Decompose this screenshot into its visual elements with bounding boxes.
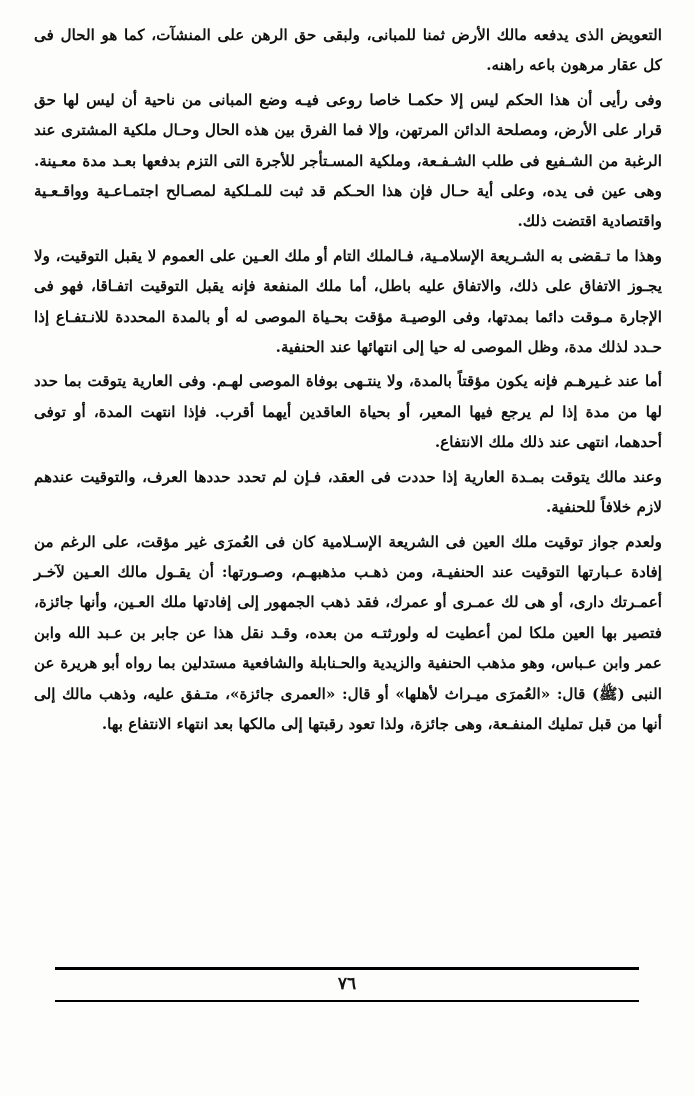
- paragraph-4: أما عند غـيرهـم فإنه يكون مؤقتاً بالمدة، ولا ينتـهى بوفاة الموصى لهـم. وفى العارية يتوقت بما حدد لها من مدة إذا لم يرجع فيها المعير، أو بحياة العاقدين أيهما أقرب. فإذا انتهت المدة، أو توفى أحدهما، انتهى عند ذلك ملك الانتفاع.: [34, 372, 662, 452]
- paragraph-2: وفى رأيى أن هذا الحكم ليس إلا حكمـا خاصا روعى فيـه وضع المبانى من ناحية أن ليس لها حق قرار على الأرض، ومصلحة الدائن المرتهن، وإلا فما الفرق بين هذه الحال وحـال ملكية المشترى عند الرغبة من الشـفيع فى طلب الشـفـعة، وملكية المسـتأجر للأجرة التى التزم بدفعها بعـد مدة معـينة. وهى عين فى يده، وعلى أية حـال فإن هذا الحـكم قد ثبت للمـلكية لمصـالح اجتمـاعـية وواقـعـية واقتصادية اقتضت ذلك.: [34, 90, 662, 231]
- paragraph-1: التعويض الذى يدفعه مالك الأرض ثمنا للمبانى، ولبقى حق الرهن على المنشآت، كما هو الحال فى كل عقار مرهون باعه راهنه.: [34, 26, 662, 75]
- body-text: [34, 20, 662, 739]
- page-number: ٧٦: [337, 974, 357, 994]
- paragraph-5: وعند مالك يتوقت بمـدة العارية إذا حددت فى العقد، فـإن لم تحدد حددها العرف، والتوقيت عندهم لازم خلافاً للحنفية.: [34, 467, 662, 517]
- paragraph-3: وهذا ما تـقضى به الشـريعة الإسلامـية، فـالملك التام أو ملك العـين على العموم لا يقبل التوقيت، ولا يجـوز الاتفاق على ذلك، والاتفاق عليه باطل، أما ملك المنفعة فإنه يقبل التوقيت اتفـاقا، فهو فى الإجارة مـوقت دائما بمدتها، وفى الوصيـة مؤقت بحـياة الموصى له أو بالمدة المحددة للانـتفـاع إذا حـدد لذلك مدة، وظل الموصى له حيا إلى انتهائها عند الحنفية.: [34, 246, 662, 357]
- footer-rule-top: [55, 967, 639, 970]
- paragraph-6: ولعدم جواز توقيت ملك العين فى الشريعة الإسـلامية كان فى العُمرَى غير مؤقت، على الرغم من إفادة عـبارتها التوقيت عند الحنفيـة، ومن ذهـب مذهبهـم، وصـورتها: أن يقـول مالك العـين لآخـر أعمـرتك دارى، أو هى لك عمـرى أو عمرك، فقد ذهب الجمهور إلى إفادتها ملك العـين، وأنها جائزة، فتصير بها العين ملكا لمن أعطيت له ولورثتـه من بعده، وقـد نقل هذا عن جابر بن عـبد الله وابن عمر وابن عـباس، وهو مذهب الحنفية والزيدية والحـنابلة والشافعية مستدلين بما رواه أبو هريرة عن النبى (ﷺ) قال: «العُمرَى ميـراث لأهلها» أو قال: «العمرى جائزة»، متـفق عليه، وذهب مالك إلى أنها من قبل تمليك المنفـعة، وهى جائزة، ولذا تعود رقبتها إلى مالكها بعد انتهاء الانتفاع بها.: [34, 532, 662, 733]
- footer-rule-bottom: [55, 1000, 639, 1002]
